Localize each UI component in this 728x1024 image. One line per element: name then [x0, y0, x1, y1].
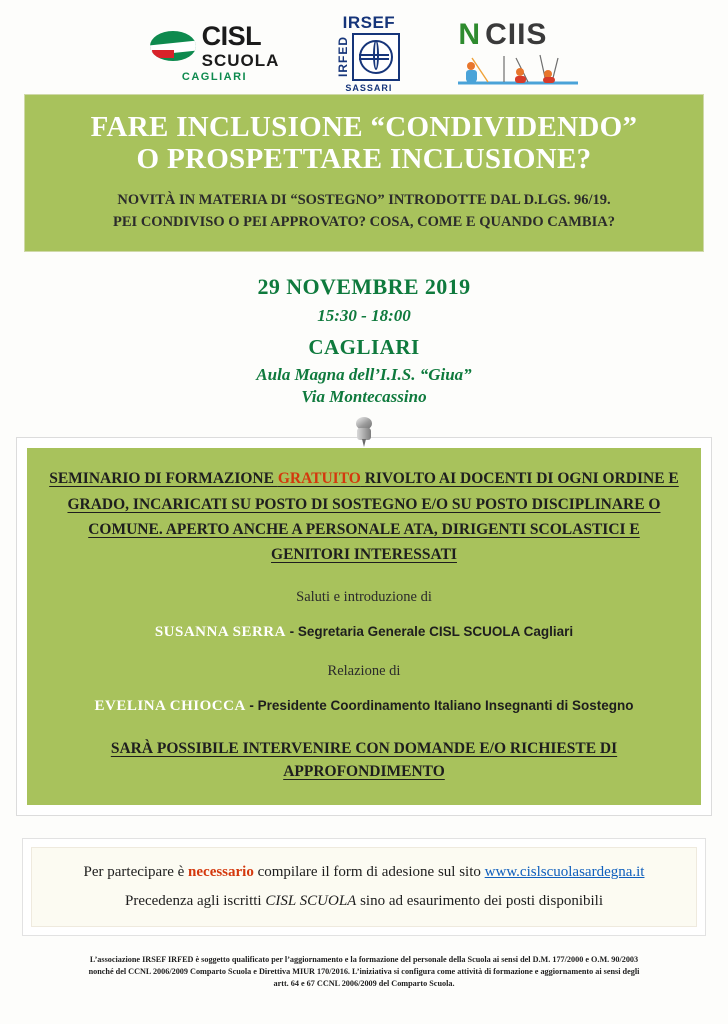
ciis-wordmark: CIIS	[485, 18, 548, 51]
registration-box	[22, 838, 706, 936]
priority-text-part-2: sino ad esaurimento dei posti disponibili	[356, 893, 603, 910]
legal-footer-line-1: L’associazione IRSEF IRFED è soggetto qualificato per l’aggiornamento e la formazione del personale della Scuola ai sensi del D.M. 177/2000 e O.M. 90/2003	[89, 955, 639, 965]
registration-text-part-1: Per partecipare è	[83, 864, 189, 881]
event-time: 15:30 - 18:00	[317, 306, 411, 326]
legal-footer-line-3: artt. 64 e 67 CCNL 2006/2009 del Comparto Scuola.	[273, 979, 455, 989]
seminar-description-part-2: RIVOLTO AI DOCENTI DI OGNI ORDINE E GRADO, INCARICATI SU POSTO DI SOSTEGNO E/O SU POSTO DISCIPLINARE O COMUNE. APERTO ANCHE A PERSONALE ATA, DIRIGENTI SCOLASTICI E GENITORI INTERESSATI	[67, 470, 679, 563]
event-city: CAGLIARI	[308, 335, 420, 360]
registration-inner	[31, 847, 697, 927]
push-pin-icon	[353, 417, 375, 447]
registration-website-link[interactable]: www.cislscuolasardegna.it	[484, 864, 645, 881]
poster-title-line-2: O PROSPETTARE INCLUSIONE?	[136, 143, 592, 176]
speaker-2-row	[49, 696, 679, 717]
cisl-wordmark: CISL SCUOLA	[201, 21, 280, 70]
legal-footer	[48, 954, 680, 990]
closing-note-line-1: SARÀ POSSIBILE INTERVENIRE CON DOMANDE E/O RICHIESTE DI	[110, 739, 618, 757]
registration-required-label: necessario	[188, 864, 254, 881]
ciis-n-mark: N	[458, 18, 481, 51]
speaker-1-name: SUSANNA SERRA	[154, 623, 286, 640]
event-street: Via Montecassino	[301, 387, 427, 407]
speaker-2-role: - Presidente Coordinamento Italiano Insegnanti di Sostegno	[249, 697, 634, 713]
closing-note	[49, 737, 679, 784]
seminar-description	[49, 466, 679, 566]
registration-text-part-2: compilare il form di adesione sul sito	[253, 864, 485, 881]
poster-subtitle-line-2: PEI CONDIVISO O PEI APPROVATO? COSA, COME E QUANDO CAMBIA?	[113, 213, 615, 230]
people-illustration-icon	[458, 52, 578, 86]
poster-subtitle-line-1: NOVITÀ IN MATERIA DI “SOSTEGNO” INTRODOTTE DAL D.LGS. 96/19.	[117, 191, 611, 208]
closing-note-line-2: APPROFONDIMENTO	[283, 763, 445, 781]
greeting-label: Saluti e introduzione di	[296, 588, 432, 605]
irfed-label: IRFED	[336, 36, 351, 77]
event-date: 29 NOVEMBRE 2019	[257, 274, 471, 300]
ciis-logo-row	[458, 20, 547, 50]
cisl-circle-logo-icon	[150, 31, 196, 61]
cisl-city-label: CAGLIARI	[181, 71, 248, 83]
relazione-label: Relazione di	[327, 662, 401, 679]
irsef-city-label: SASSARI	[345, 82, 393, 93]
priority-text-part-1: Precedenza agli iscritti	[124, 893, 266, 910]
poster-title-line-1: FARE INCLUSIONE “CONDIVIDENDO”	[90, 111, 638, 143]
cisl-scuola-logo	[150, 23, 280, 83]
irsef-irfed-logo	[337, 14, 400, 93]
globe-icon	[352, 33, 400, 81]
priority-organization: CISL SCUOLA	[265, 893, 357, 910]
pin-wrapper	[0, 417, 728, 447]
main-panel	[16, 437, 712, 816]
seminar-description-part-1: SEMINARIO DI FORMAZIONE	[49, 470, 278, 488]
irsef-label: IRSEF	[342, 12, 396, 32]
registration-line-1	[44, 864, 684, 881]
speaker-2-name: EVELINA CHIOCCA	[94, 697, 246, 714]
speaker-1-row	[49, 622, 679, 643]
ciis-logo	[458, 20, 578, 86]
irsef-logo-row	[337, 33, 400, 81]
speaker-1-role: - Segretaria Generale CISL SCUOLA Cagliari	[289, 623, 574, 639]
logo-bar	[0, 0, 728, 93]
main-panel-green-area	[27, 448, 701, 805]
seminar-free-label: GRATUITO	[277, 470, 361, 488]
event-venue: Aula Magna dell’I.I.S. “Giua”	[256, 365, 472, 385]
poster-subtitle	[39, 190, 689, 234]
registration-line-2	[44, 893, 684, 910]
event-details	[0, 274, 728, 407]
legal-footer-line-2: nonché del CCNL 2006/2009 Comparto Scuola e Direttiva MIUR 170/2016. L’iniziativa si configura come attività di formazione e aggiornamento ai sensi degli	[88, 967, 640, 977]
cisl-logo-row	[150, 23, 280, 69]
title-banner	[24, 94, 704, 252]
